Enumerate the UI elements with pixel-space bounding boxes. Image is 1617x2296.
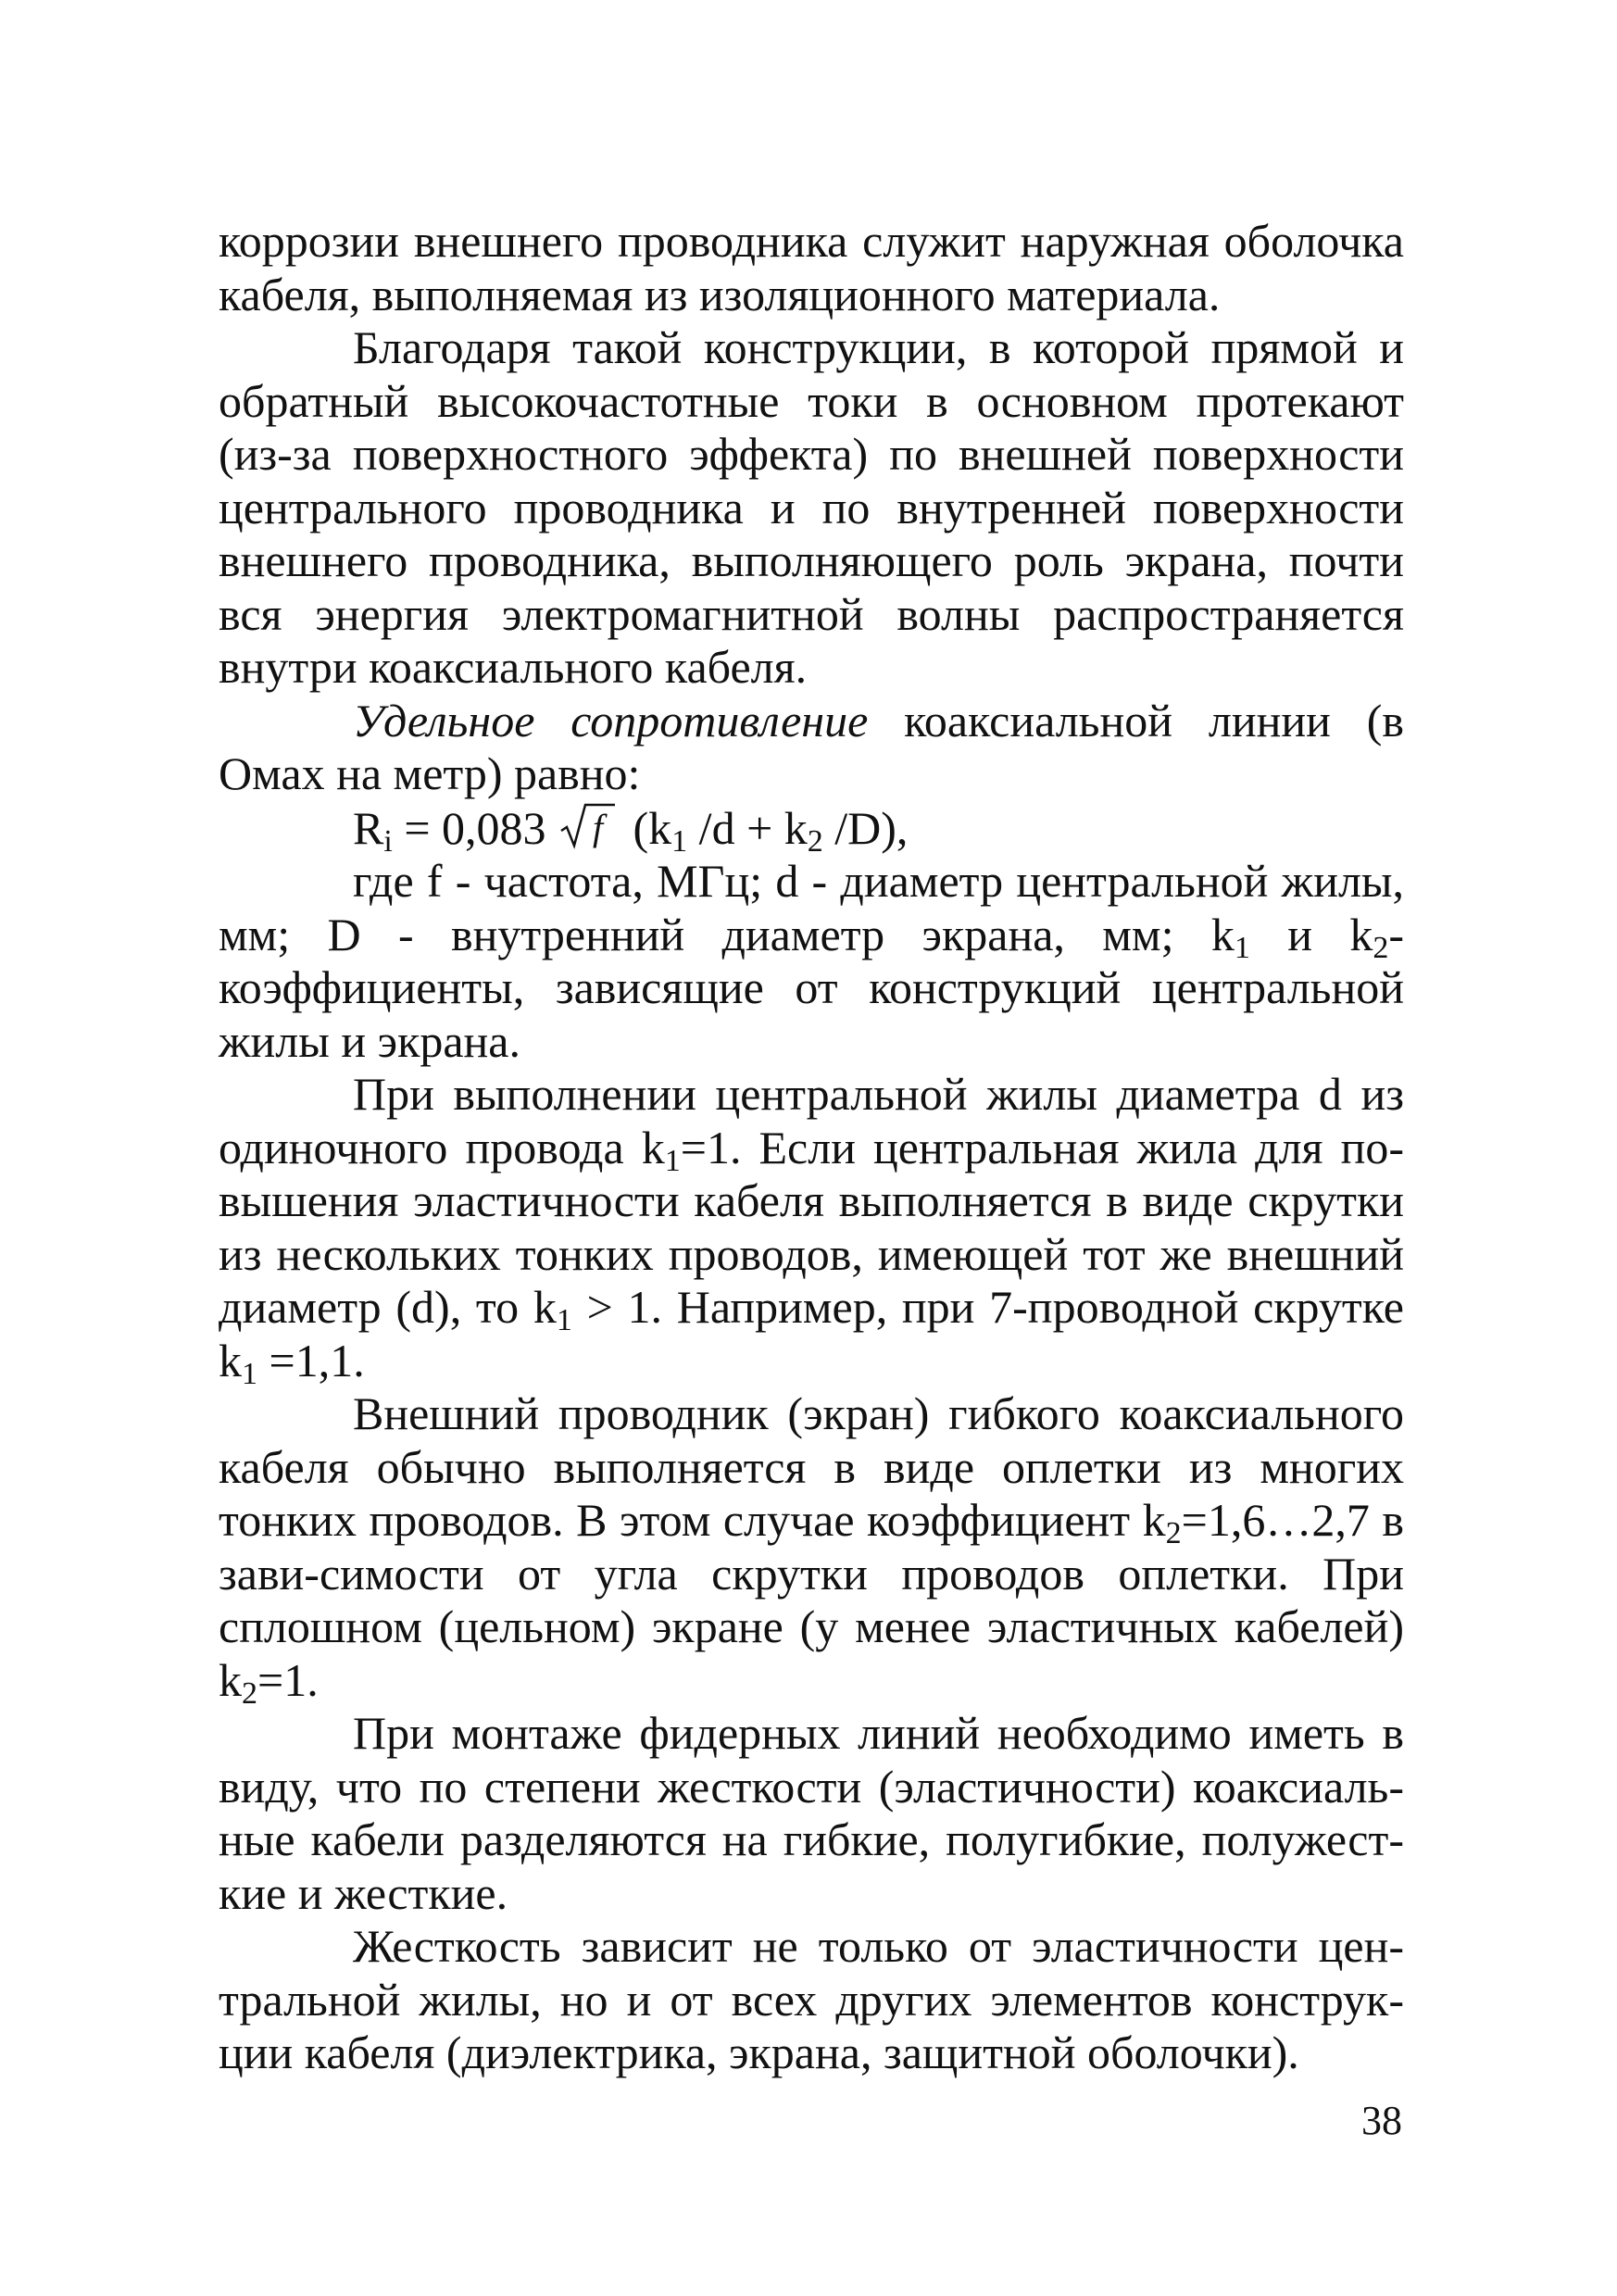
outer-conductor-text-a: Внешний проводник (экран) гибкого коаксиального кабеля обычно выполняется в виде оплетки из многих тонких проводов. В этом случае коэффициент k — [219, 1387, 1404, 1546]
paragraph-construction: Благодаря такой конструкции, в которой прямой и обратный высокочастотные токи в основном протекают (из-за поверхностного эффекта) по внешней поверхности центрального проводника и по внутренней поверхности внешнего проводника, выполняющего роль экрана, почти вся энергия электромагнитной волны распространяется внутри коаксиального кабеля. — [219, 321, 1404, 693]
central-wire-text-a: При выполнении центральной жилы диаметра d из одиночного провода k — [219, 1068, 1404, 1173]
formula-lhs: R — [353, 801, 384, 854]
definitions-text-a: где f - частота, МГц; d - диаметр центральной жилы, мм; D - внутренний диаметр экрана, мм; k — [219, 855, 1404, 960]
paragraph-outer-conductor — [219, 1387, 1404, 1711]
subscript-k2: 2 — [1373, 930, 1389, 965]
subscript-k2: 2 — [242, 1675, 257, 1711]
formula-coefficient: = 0,083 — [392, 801, 546, 854]
definitions-text-b: и k — [1249, 908, 1373, 960]
subscript-k2: 2 — [1165, 1516, 1182, 1550]
central-wire-text-d: =1,1. — [257, 1334, 365, 1386]
central-wire-text-b: =1. Если центральная жила для по-вышения эластичности кабеля выполняется в виде скрутки из нескольких тонких проводов, имеющей тот же внешний диаметр (d), то k — [219, 1121, 1404, 1333]
paragraph-corrosion: коррозии внешнего проводника служит наружная оболочка кабеля, выполняемая из изоляционного материала. — [219, 215, 1404, 320]
paragraph-resistance-intro — [219, 695, 1404, 801]
formula-subscript-k2: 2 — [807, 823, 823, 859]
paragraph-definitions — [219, 855, 1404, 1068]
resistance-intro-text: коаксиальной линии (в Омах на метр) равно: — [219, 694, 1404, 799]
outer-conductor-text-c: =1. — [257, 1653, 319, 1706]
paragraph-stiffness: Жесткость зависит не только от эластичности цен-тральной жилы, но и от всех других элементов конструк-ции кабеля (диэлектрика, экрана, защитной оболочки). — [219, 1920, 1404, 2078]
subscript-k1: 1 — [1234, 930, 1250, 965]
formula-radicand: f — [592, 806, 603, 848]
formula-rhs-close: /D), — [822, 801, 909, 854]
resistance-formula — [219, 801, 1404, 859]
page-number: 38 — [1361, 2098, 1402, 2143]
subscript-k1: 1 — [242, 1356, 257, 1391]
square-root-icon — [559, 801, 617, 856]
definitions-text-c: -коэффициенты, зависящие от конструкций центральной жилы и экрана. — [219, 908, 1405, 1067]
central-wire-text-c: > 1. Например, при 7-проводной скрутке k — [219, 1281, 1404, 1386]
formula-rhs-middle: /d + k — [687, 801, 808, 854]
formula-rhs-open: (k — [633, 801, 672, 854]
formula-lhs-subscript: i — [383, 823, 393, 859]
subscript-k1: 1 — [664, 1143, 681, 1178]
formula-subscript-k1: 1 — [671, 823, 688, 859]
subscript-k1: 1 — [556, 1303, 572, 1337]
page-body — [219, 215, 1404, 2080]
paragraph-installation: При монтаже фидерных линий необходимо иметь в виду, что по степени жесткости (эластичности) коаксиаль-ные кабели разделяются на гибкие, полугибкие, полужест-кие и жесткие. — [219, 1707, 1404, 1919]
paragraph-central-wire — [219, 1068, 1404, 1391]
term-specific-resistance: Удельное сопротивление — [353, 694, 869, 747]
outer-conductor-text-b: =1,6…2,7 в зави-симости от угла скрутки проводов оплетки. При сплошном (цельном) экране (у менее эластичных кабелей) k — [219, 1494, 1404, 1706]
